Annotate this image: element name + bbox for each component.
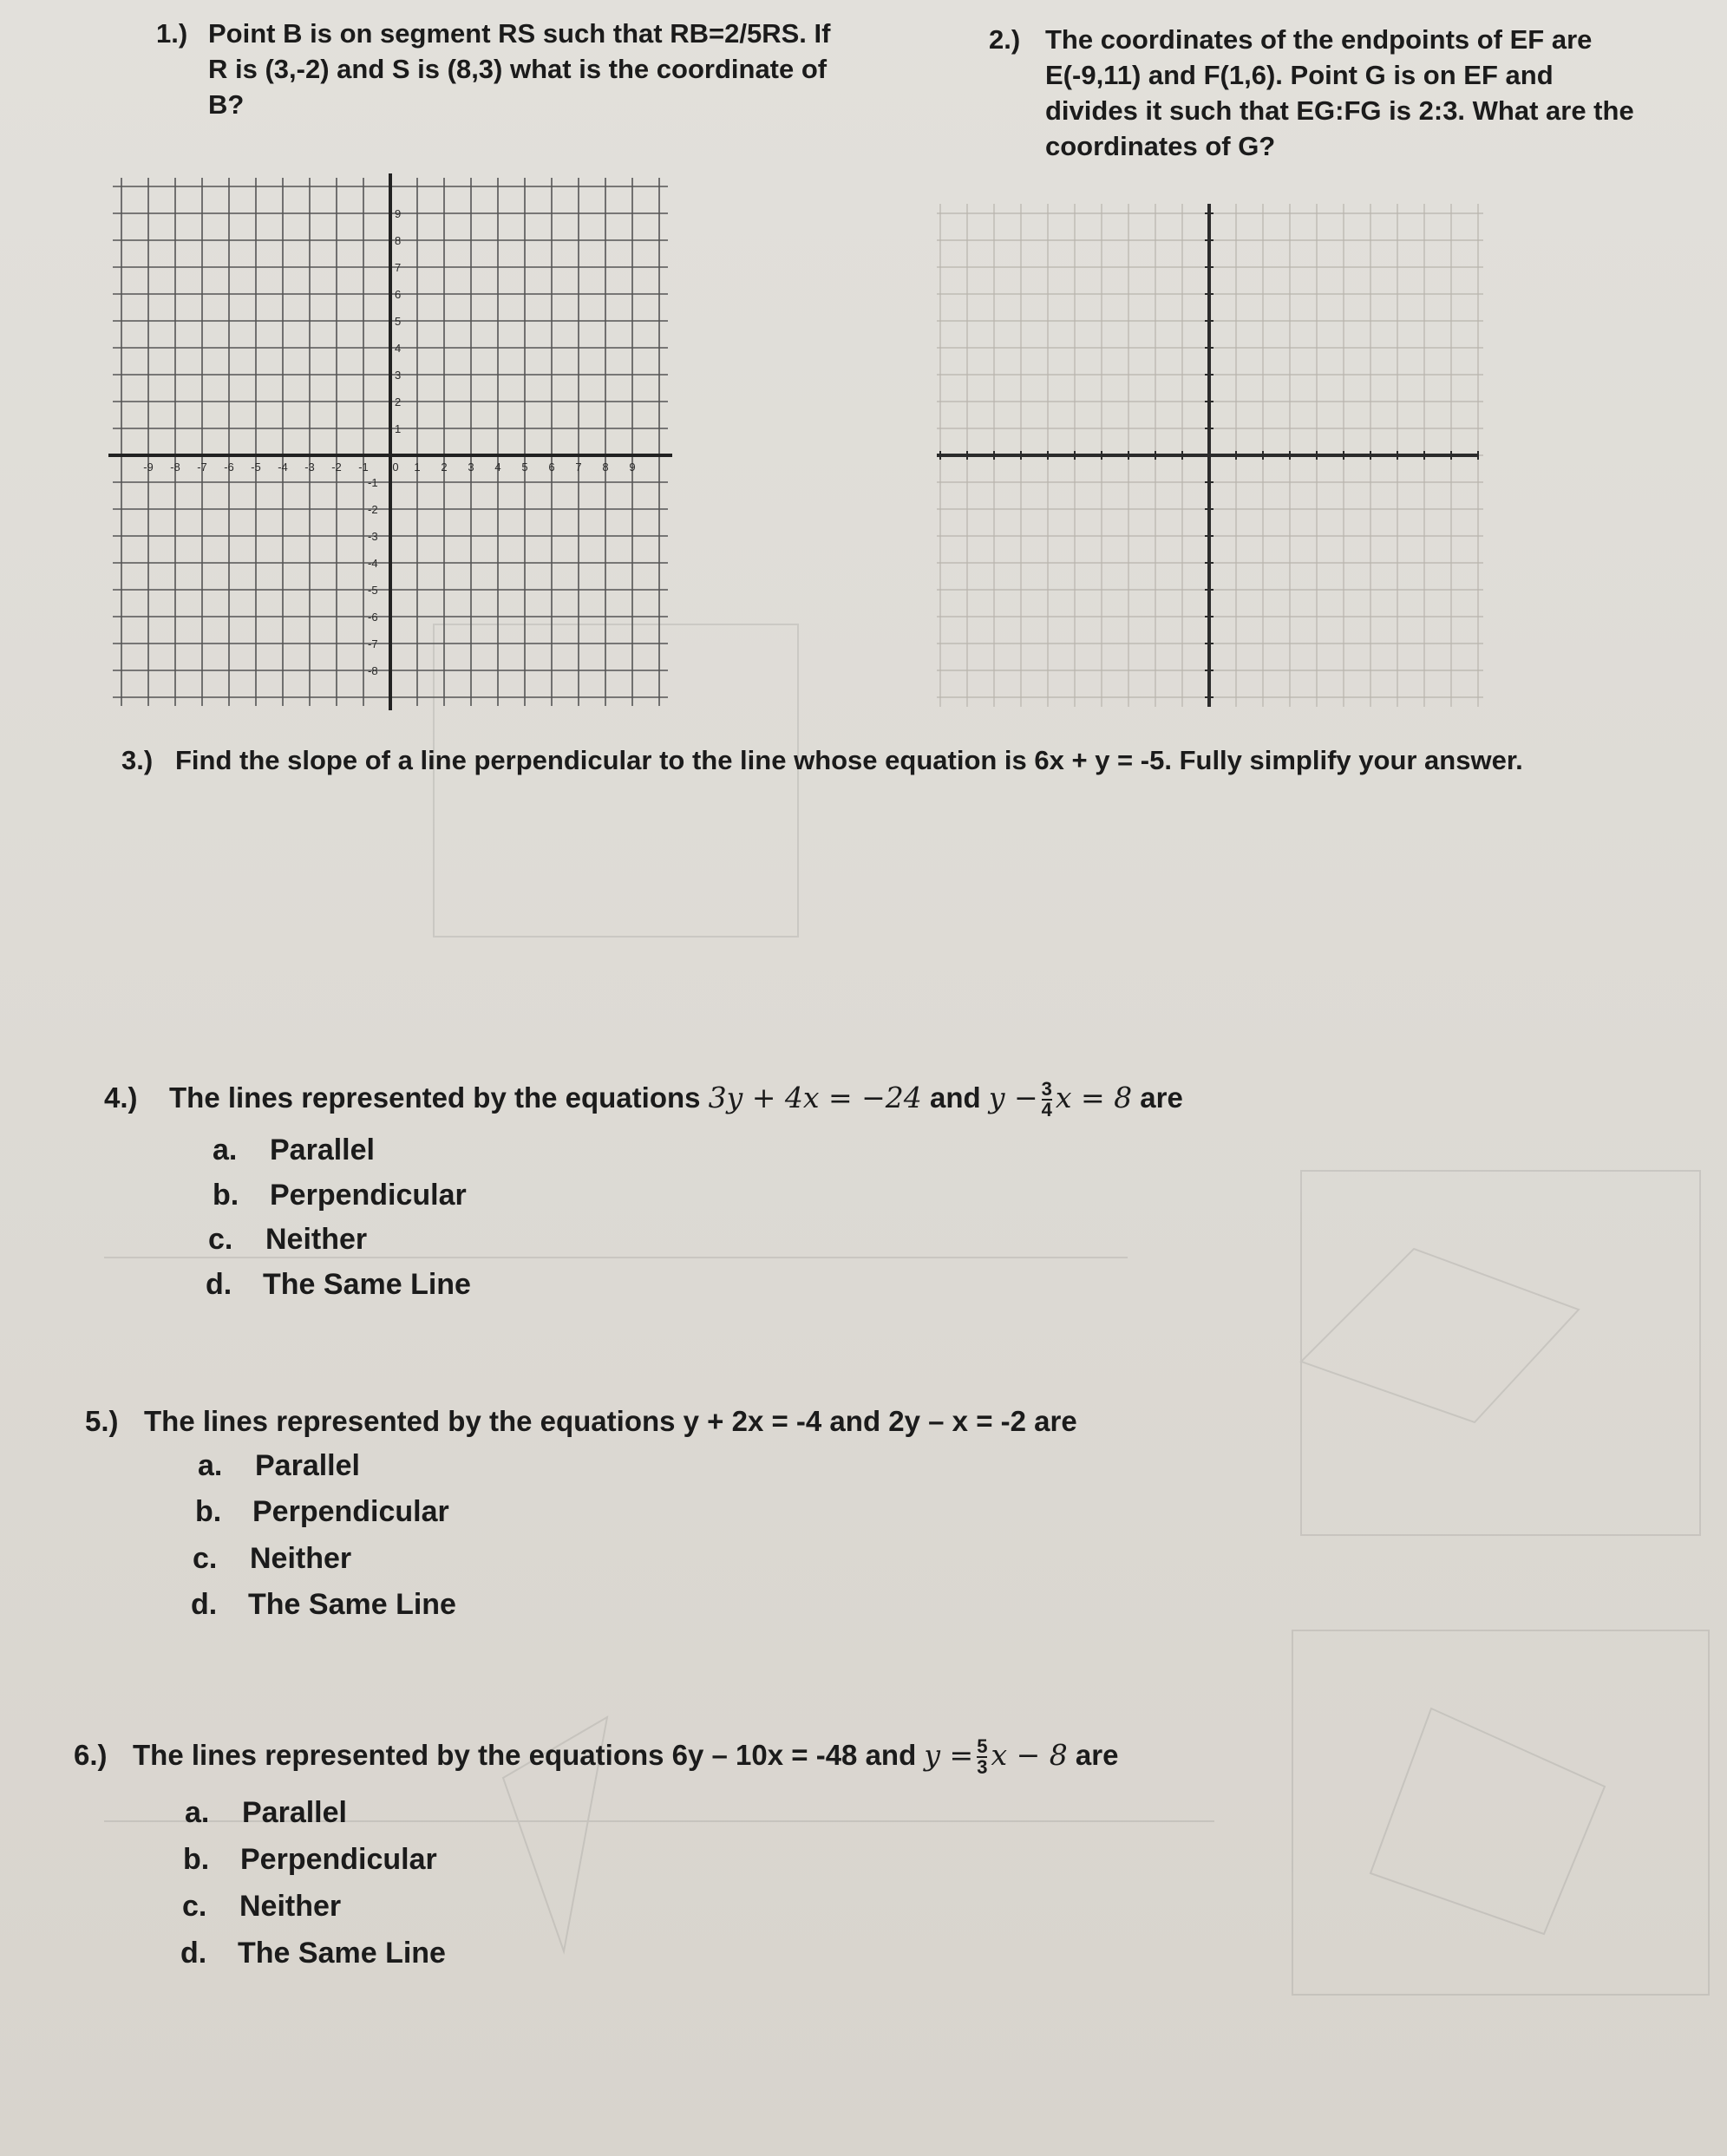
y-tick-label: 8 <box>395 234 402 247</box>
question-5 <box>85 1403 1299 1439</box>
question-4 <box>104 1080 1405 1120</box>
question-number: 5.) <box>85 1405 119 1437</box>
equation-2-left: y − <box>988 1081 1038 1114</box>
x-tick-label: -7 <box>197 461 207 474</box>
y-tick-label: 7 <box>395 261 402 274</box>
q6-option-d <box>180 1936 446 1970</box>
question-3 <box>121 742 1683 778</box>
option-label: The Same Line <box>238 1937 446 1970</box>
x-tick-label: 5 <box>521 461 528 474</box>
option-label: Neither <box>239 1890 342 1923</box>
option-label: Parallel <box>270 1134 375 1166</box>
q4-option-c <box>208 1222 367 1257</box>
y-tick-label: -6 <box>368 611 378 624</box>
q4-option-d <box>206 1267 471 1302</box>
question-text-end: are <box>1140 1081 1183 1114</box>
option-label: Perpendicular <box>252 1495 449 1528</box>
question-text: The lines represented by the equations 6y – 10x = -48 and <box>133 1739 917 1771</box>
question-6 <box>74 1737 1375 1777</box>
fraction-numerator: 5 <box>977 1735 988 1758</box>
q4-option-a <box>213 1133 375 1167</box>
x-tick-label: -8 <box>170 461 180 474</box>
x-tick-label: 2 <box>441 461 448 474</box>
q5-option-c <box>193 1541 351 1576</box>
option-letter: b. <box>213 1179 239 1212</box>
option-label: Parallel <box>242 1796 347 1829</box>
question-text: The lines represented by the equations <box>169 1081 701 1114</box>
option-letter: d. <box>191 1588 218 1621</box>
option-label: Neither <box>265 1223 368 1256</box>
x-tick-label: 3 <box>468 461 474 474</box>
question-text-end: are <box>1075 1739 1119 1771</box>
y-tick-label: -7 <box>368 637 378 650</box>
equation-2-left: y = <box>924 1738 974 1772</box>
y-tick-label: 4 <box>395 342 402 355</box>
option-letter: a. <box>213 1134 238 1166</box>
question-number: 1.) <box>156 18 188 49</box>
option-label: The Same Line <box>263 1268 471 1301</box>
x-tick-label: 0 <box>392 461 399 474</box>
joiner: and <box>929 1081 981 1114</box>
x-tick-label: -2 <box>331 461 342 474</box>
y-tick-label: -5 <box>368 584 378 597</box>
q6-option-b <box>183 1842 437 1877</box>
option-letter: d. <box>206 1268 232 1301</box>
coordinate-grid-1 <box>104 186 677 707</box>
fraction <box>1042 1080 1052 1120</box>
question-text: Point B is on segment RS such that RB=2/5RS. If R is (3,-2) and S is (8,3) what is the coordinate of B? <box>208 18 831 120</box>
x-tick-label: -9 <box>143 461 154 474</box>
y-tick-label: 2 <box>395 395 402 408</box>
fraction-numerator: 3 <box>1041 1078 1052 1101</box>
question-number: 6.) <box>74 1739 108 1771</box>
x-tick-label: 1 <box>414 461 421 474</box>
option-label: Perpendicular <box>240 1843 437 1876</box>
q6-option-c <box>182 1889 341 1924</box>
q5-option-a <box>198 1448 360 1483</box>
x-tick-label: 7 <box>575 461 582 474</box>
option-letter: c. <box>182 1890 207 1923</box>
q5-option-b <box>195 1494 449 1529</box>
y-tick-label: -3 <box>368 530 378 543</box>
x-tick-label: -5 <box>251 461 261 474</box>
y-tick-label: -4 <box>368 557 378 570</box>
question-number: 3.) <box>121 745 154 775</box>
equation-2-right: x = 8 <box>1055 1081 1133 1114</box>
fraction <box>977 1737 987 1777</box>
question-number: 4.) <box>104 1081 138 1114</box>
equation-2-right: x − 8 <box>991 1738 1068 1772</box>
x-tick-label: 4 <box>494 461 501 474</box>
x-tick-label: -4 <box>278 461 288 474</box>
q6-option-a <box>185 1795 347 1830</box>
question-2 <box>989 22 1648 164</box>
y-tick-label: -1 <box>368 476 378 489</box>
question-number: 2.) <box>989 24 1021 55</box>
equation-1: 3y + 4x = −24 <box>708 1081 922 1114</box>
question-text: Find the slope of a line perpendicular to the line whose equation is 6x + y = -5. Fully simplify your answer. <box>175 745 1523 775</box>
option-label: Parallel <box>255 1449 360 1482</box>
option-letter: c. <box>208 1223 233 1256</box>
y-tick-label: 6 <box>395 288 402 301</box>
y-tick-label: 3 <box>395 369 402 382</box>
x-tick-label: 9 <box>629 461 636 474</box>
question-1 <box>156 16 850 122</box>
question-text: The coordinates of the endpoints of EF are E(-9,11) and F(1,6). Point G is on EF and divides it such that EG:FG is 2:3. What are the coordinates of G? <box>1045 24 1634 161</box>
question-text: The lines represented by the equations y + 2x = -4 and 2y – x = -2 are <box>144 1405 1077 1437</box>
fraction-denominator: 3 <box>977 1756 988 1779</box>
x-tick-label: -6 <box>224 461 234 474</box>
y-tick-label: 5 <box>395 315 402 328</box>
coordinate-grid-2 <box>928 186 1501 724</box>
option-letter: a. <box>198 1449 223 1482</box>
y-tick-label: 9 <box>395 207 402 220</box>
y-tick-label: -2 <box>368 503 378 516</box>
option-letter: b. <box>183 1843 210 1876</box>
option-letter: a. <box>185 1796 210 1829</box>
y-tick-label: -8 <box>368 664 378 677</box>
x-tick-label: -1 <box>358 461 369 474</box>
y-tick-label: 1 <box>395 422 402 435</box>
x-tick-label: 6 <box>548 461 555 474</box>
option-letter: d. <box>180 1937 207 1970</box>
x-tick-label: -3 <box>304 461 315 474</box>
option-label: Perpendicular <box>270 1179 467 1212</box>
fraction-denominator: 4 <box>1041 1099 1052 1121</box>
option-letter: c. <box>193 1542 218 1575</box>
option-letter: b. <box>195 1495 222 1528</box>
q4-option-b <box>213 1178 467 1212</box>
option-label: The Same Line <box>248 1588 456 1621</box>
q5-option-d <box>191 1587 456 1622</box>
x-tick-label: 8 <box>602 461 609 474</box>
option-label: Neither <box>250 1542 352 1575</box>
